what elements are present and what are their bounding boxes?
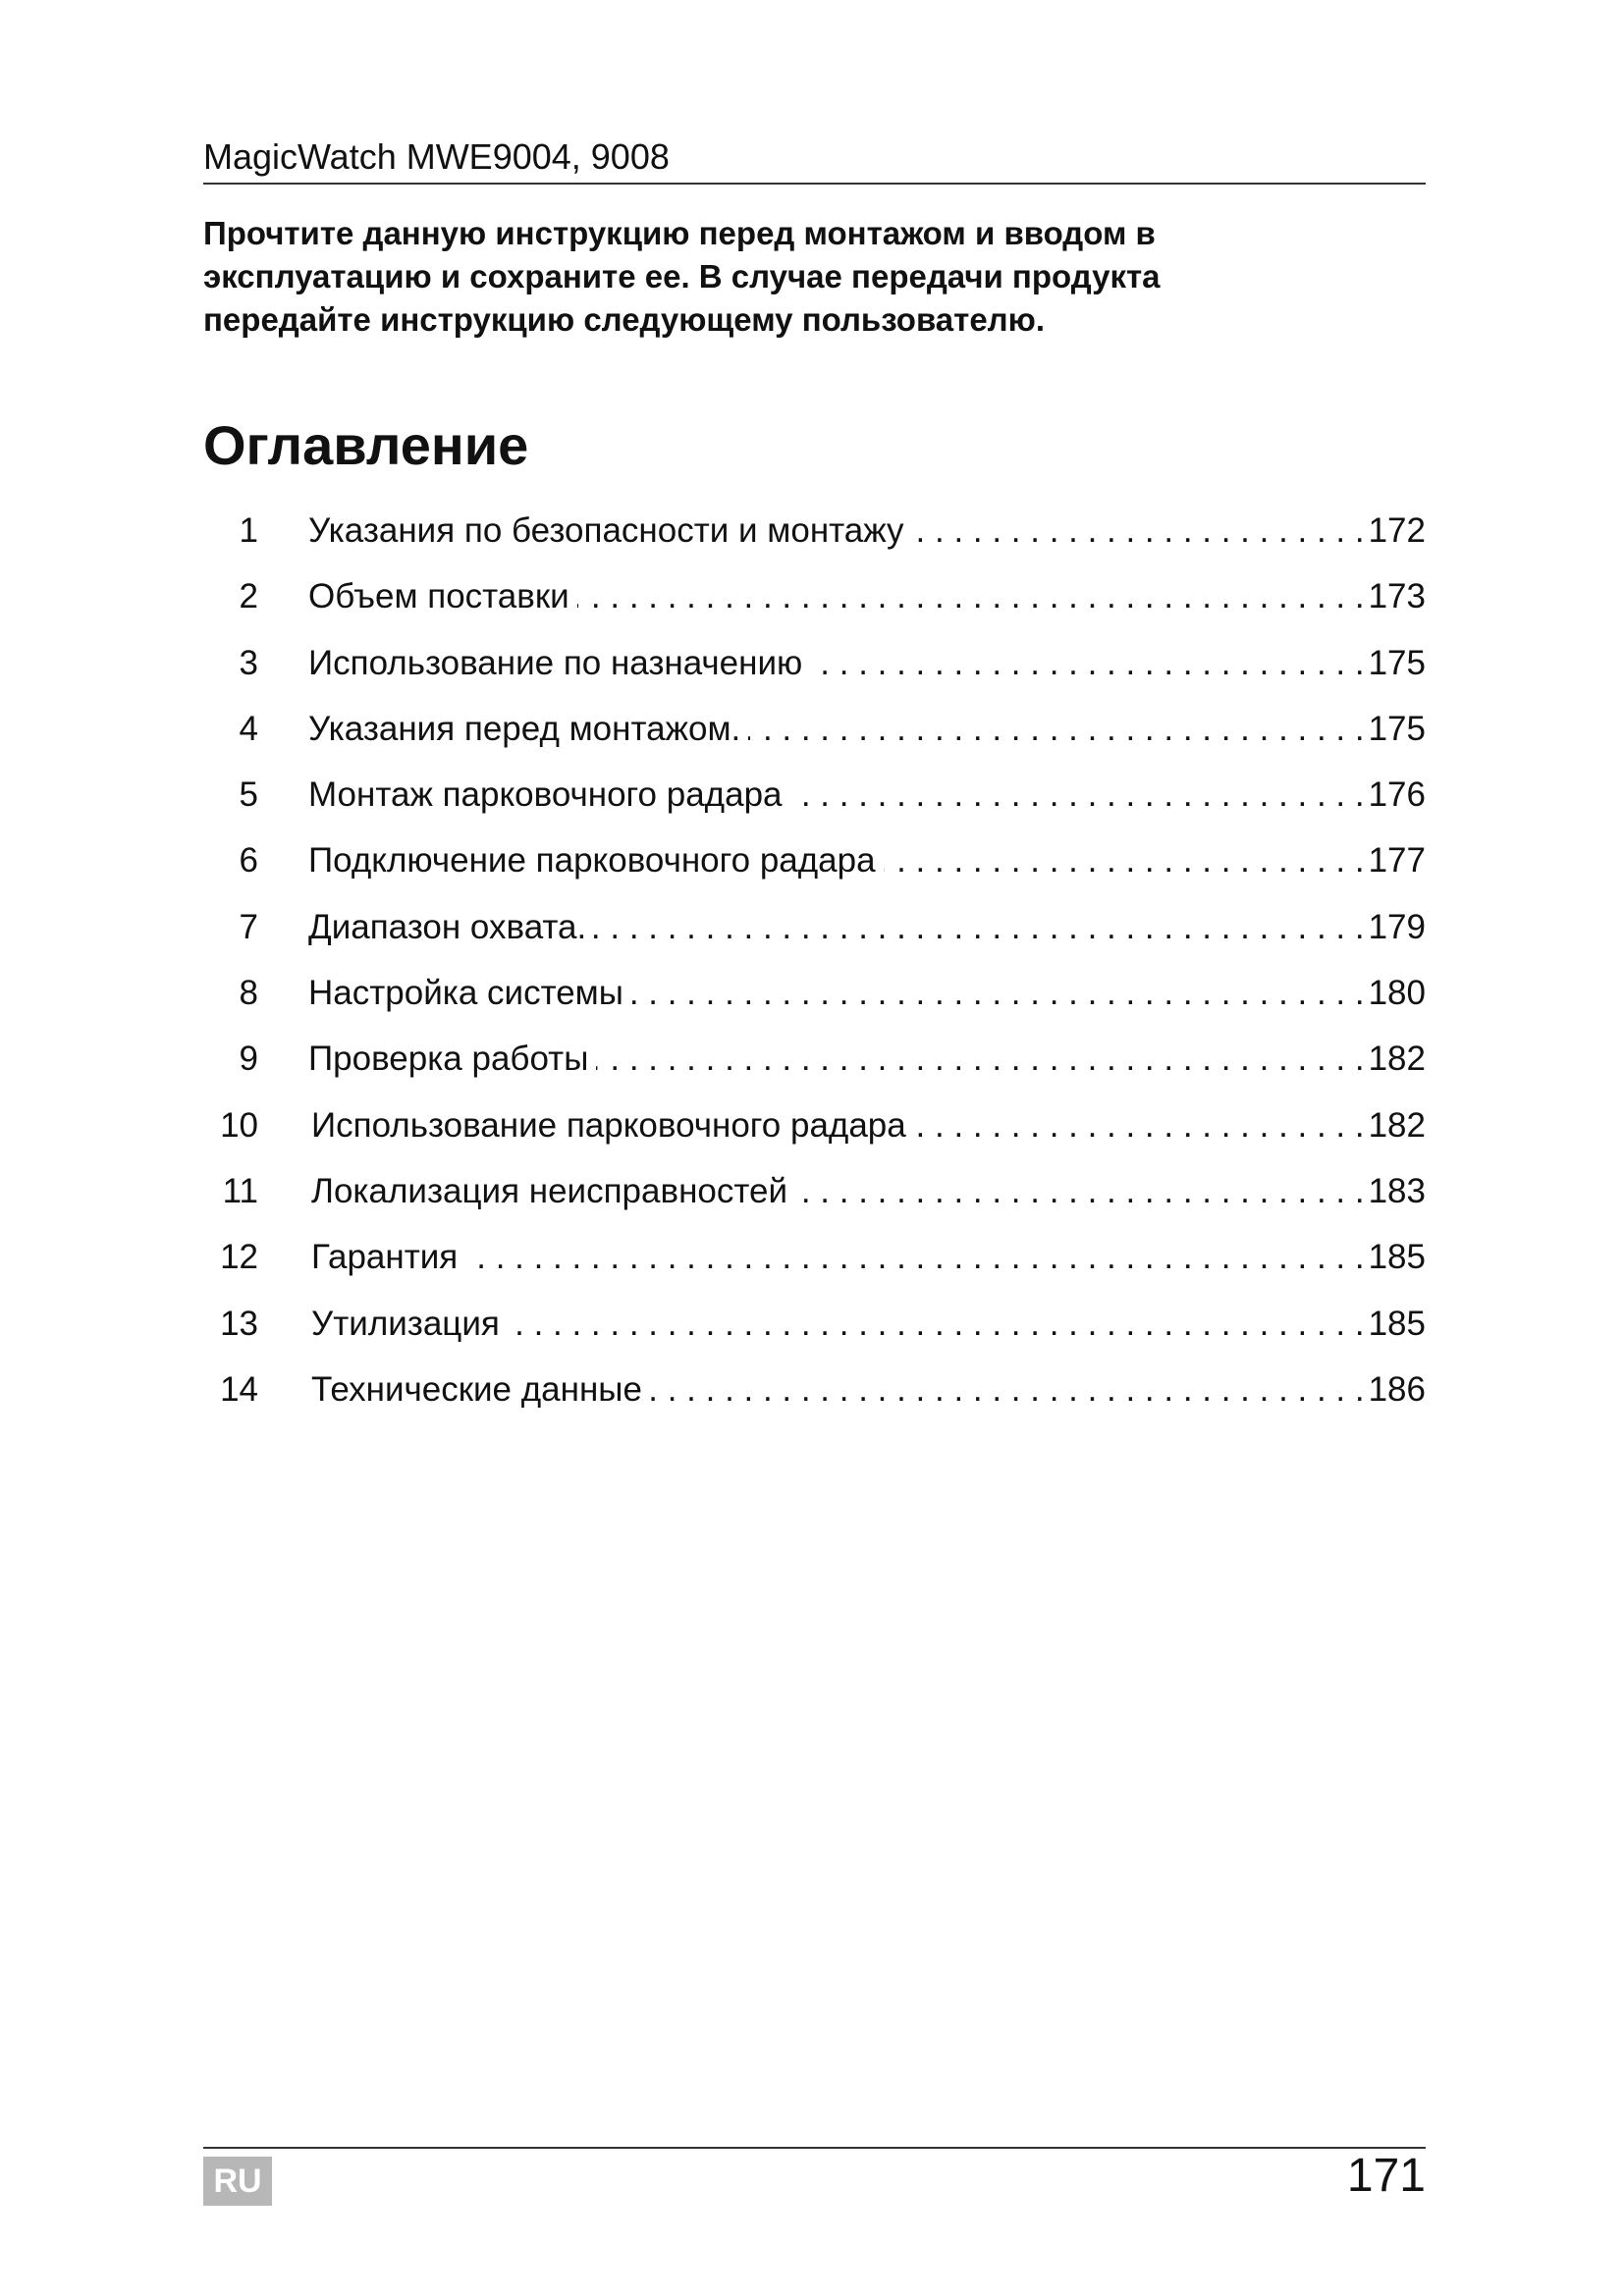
- dot-leader: [508, 1297, 1365, 1352]
- toc-item-title: Указания перед монтажом.: [308, 702, 748, 757]
- toc-item-title: Локализация неисправностей: [311, 1164, 795, 1219]
- toc-item-10[interactable]: [203, 1098, 1426, 1164]
- dot-leader: [577, 569, 1365, 624]
- toc-item-6[interactable]: [203, 833, 1426, 899]
- language-badge: RU: [203, 2157, 272, 2206]
- toc-item-body: [308, 636, 1426, 691]
- toc-item-page: 185: [1368, 1304, 1426, 1343]
- toc-item-number: 10: [220, 1105, 258, 1145]
- toc-item-title: Монтаж парковочного радара: [308, 768, 790, 823]
- toc-item-page: 177: [1368, 841, 1426, 881]
- dot-leader: [884, 833, 1365, 888]
- toc-item-body: [311, 1362, 1426, 1417]
- intro-notice: [203, 212, 1426, 342]
- toc-item-4[interactable]: [203, 702, 1426, 768]
- toc-item-title: Проверка работы: [308, 1032, 596, 1087]
- dot-leader: [596, 1032, 1364, 1087]
- toc-item-page: 183: [1368, 1171, 1426, 1210]
- toc-item-body: [308, 1032, 1426, 1087]
- toc-item-7[interactable]: [203, 900, 1426, 966]
- toc-item-page: 175: [1368, 643, 1426, 682]
- toc-item-page: 175: [1368, 709, 1426, 748]
- toc-item-number: 8: [239, 974, 258, 1013]
- toc-item-title: Объем поставки: [308, 569, 577, 624]
- toc-item-page: 182: [1368, 1040, 1426, 1079]
- toc-item-number: 13: [220, 1304, 258, 1343]
- toc-item-title: Диапазон охвата.: [308, 900, 594, 955]
- toc-item-page: 173: [1368, 577, 1426, 616]
- toc-item-title: Технические данные: [311, 1362, 650, 1417]
- toc-item-body: [308, 702, 1426, 757]
- toc-item-number: 7: [239, 907, 258, 946]
- toc-item-number: 14: [220, 1369, 258, 1409]
- toc-item-body: [308, 966, 1426, 1021]
- toc-item-page: 186: [1368, 1369, 1426, 1409]
- toc-item-number: 11: [222, 1171, 258, 1210]
- toc-item-body: [308, 900, 1426, 955]
- toc-item-body: [308, 768, 1426, 823]
- dot-leader: [650, 1362, 1365, 1417]
- toc-item-body: [308, 504, 1426, 559]
- toc-item-1[interactable]: [203, 504, 1426, 569]
- dot-leader: [912, 504, 1365, 559]
- document-title: MagicWatch MWE9004, 9008: [203, 136, 670, 177]
- dot-leader: [795, 1164, 1365, 1219]
- toc-item-page: 180: [1368, 974, 1426, 1013]
- toc-item-5[interactable]: [203, 768, 1426, 833]
- toc-item-8[interactable]: [203, 966, 1426, 1032]
- toc-item-title: Использование парковочного радара: [311, 1098, 914, 1153]
- toc-item-body: [311, 1098, 1426, 1153]
- table-of-contents: [203, 504, 1426, 1428]
- toc-item-page: 185: [1368, 1238, 1426, 1277]
- toc-item-12[interactable]: [203, 1230, 1426, 1296]
- toc-item-page: 176: [1368, 775, 1426, 815]
- toc-item-title: Указания по безопасности и монтажу: [308, 504, 912, 559]
- intro-line: эксплуатацию и сохраните ее. В случае передачи продукта: [203, 258, 1161, 294]
- toc-item-11[interactable]: [203, 1164, 1426, 1230]
- toc-item-number: 9: [239, 1040, 258, 1079]
- toc-item-9[interactable]: [203, 1032, 1426, 1097]
- running-header: [203, 133, 1426, 185]
- toc-item-body: [311, 1230, 1426, 1285]
- toc-item-13[interactable]: [203, 1297, 1426, 1362]
- toc-item-3[interactable]: [203, 636, 1426, 702]
- toc-item-page: 182: [1368, 1105, 1426, 1145]
- toc-item-number: 1: [239, 511, 258, 550]
- intro-line: Прочтите данную инструкцию перед монтажом и вводом в: [203, 215, 1156, 251]
- dot-leader: [810, 636, 1364, 691]
- dot-leader: [465, 1230, 1364, 1285]
- toc-item-body: [311, 1164, 1426, 1219]
- toc-item-2[interactable]: [203, 569, 1426, 635]
- page-number: 171: [1346, 2150, 1426, 2202]
- toc-item-page: 179: [1368, 907, 1426, 946]
- toc-item-number: 12: [220, 1238, 258, 1277]
- toc-item-number: 2: [239, 577, 258, 616]
- toc-item-page: 172: [1368, 511, 1426, 550]
- toc-item-number: 3: [239, 643, 258, 682]
- dot-leader: [748, 702, 1364, 757]
- footer-divider: [203, 2147, 1426, 2149]
- toc-item-title: Использование по назначению: [308, 636, 810, 691]
- toc-item-14[interactable]: [203, 1362, 1426, 1428]
- toc-item-body: [308, 569, 1426, 624]
- toc-item-number: 4: [239, 709, 258, 748]
- toc-item-title: Настройка системы: [308, 966, 631, 1021]
- dot-leader: [790, 768, 1365, 823]
- dot-leader: [914, 1098, 1365, 1153]
- toc-item-body: [311, 1297, 1426, 1352]
- toc-item-number: 5: [239, 775, 258, 815]
- toc-item-title: Подключение парковочного радара: [308, 833, 884, 888]
- toc-item-title: Утилизация: [311, 1297, 508, 1352]
- dot-leader: [594, 900, 1364, 955]
- toc-item-number: 6: [239, 841, 258, 881]
- toc-heading: Оглавление: [203, 414, 529, 476]
- toc-item-body: [308, 833, 1426, 888]
- toc-item-title: Гарантия: [311, 1230, 465, 1285]
- intro-line: передайте инструкцию следующему пользователю.: [203, 301, 1045, 338]
- dot-leader: [631, 966, 1365, 1021]
